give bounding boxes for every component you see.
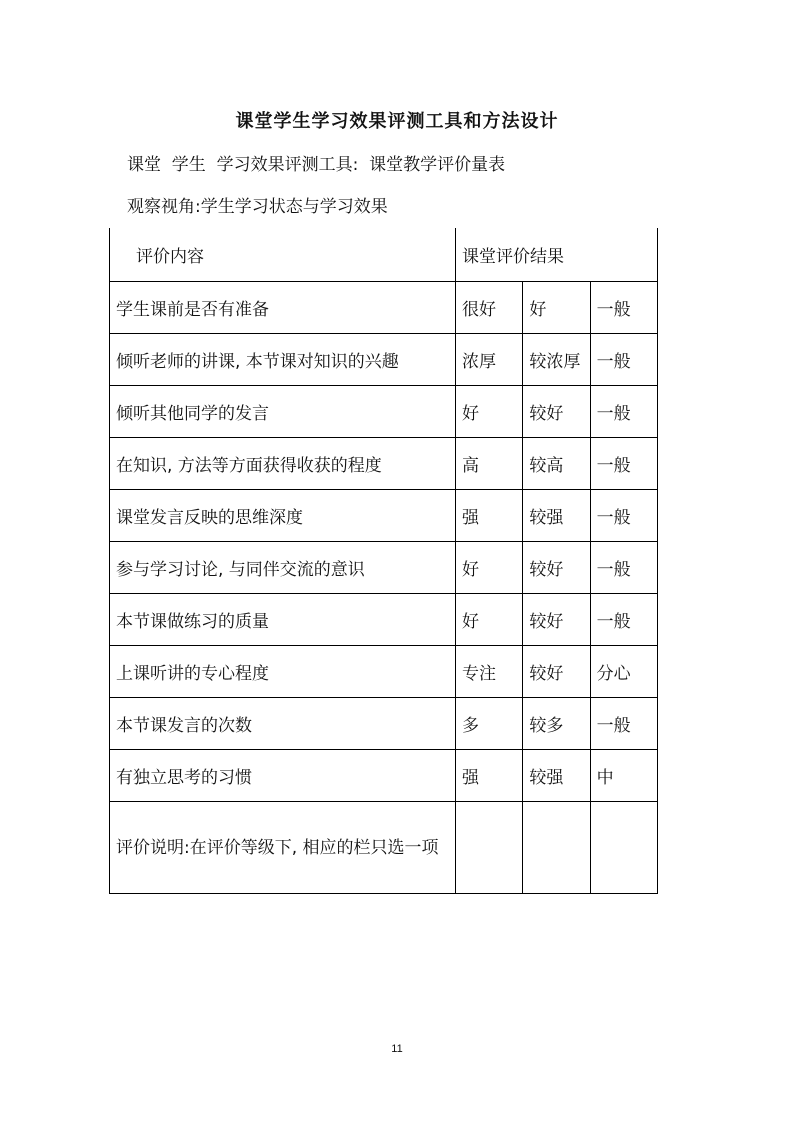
level-cell: 较强 <box>523 750 590 802</box>
table-row <box>110 698 658 750</box>
row-item: 本节课做练习的质量 <box>110 594 456 646</box>
level-cell: 一般 <box>590 490 657 542</box>
empty-cell <box>456 802 523 894</box>
level-cell: 强 <box>456 490 523 542</box>
perspective-line: 观察视角:学生学习状态与学习效果 <box>127 197 388 217</box>
intro-line: 课堂 学生 学习效果评测工具: 课堂教学评价量表 <box>127 155 506 175</box>
evaluation-note: 评价说明:在评价等级下, 相应的栏只选一项 <box>110 802 456 894</box>
row-item: 参与学习讨论, 与同伴交流的意识 <box>110 542 456 594</box>
level-cell: 较强 <box>523 490 590 542</box>
level-cell: 较好 <box>523 386 590 438</box>
level-cell: 一般 <box>590 438 657 490</box>
table-row <box>110 386 658 438</box>
row-item: 有独立思考的习惯 <box>110 750 456 802</box>
table-note-row <box>110 802 658 894</box>
level-cell: 好 <box>523 282 590 334</box>
level-cell: 很好 <box>456 282 523 334</box>
row-item: 在知识, 方法等方面获得收获的程度 <box>110 438 456 490</box>
level-cell: 浓厚 <box>456 334 523 386</box>
table-row <box>110 646 658 698</box>
document-title: 课堂学生学习效果评测工具和方法设计 <box>235 111 559 132</box>
row-item: 倾听其他同学的发言 <box>110 386 456 438</box>
level-cell: 多 <box>456 698 523 750</box>
level-cell: 较好 <box>523 646 590 698</box>
level-cell: 好 <box>456 542 523 594</box>
row-item: 上课听讲的专心程度 <box>110 646 456 698</box>
table-row <box>110 334 658 386</box>
table-row <box>110 750 658 802</box>
level-cell: 中 <box>590 750 657 802</box>
level-cell: 较高 <box>523 438 590 490</box>
evaluation-table <box>109 228 658 894</box>
level-cell: 一般 <box>590 542 657 594</box>
level-cell: 专注 <box>456 646 523 698</box>
level-cell: 高 <box>456 438 523 490</box>
row-item: 学生课前是否有准备 <box>110 282 456 334</box>
level-cell: 分心 <box>590 646 657 698</box>
header-result: 课堂评价结果 <box>456 228 658 282</box>
level-cell: 一般 <box>590 334 657 386</box>
level-cell: 好 <box>456 386 523 438</box>
row-item: 课堂发言反映的思维深度 <box>110 490 456 542</box>
empty-cell <box>590 802 657 894</box>
row-item: 本节课发言的次数 <box>110 698 456 750</box>
level-cell: 一般 <box>590 282 657 334</box>
level-cell: 一般 <box>590 698 657 750</box>
level-cell: 较好 <box>523 594 590 646</box>
table-row <box>110 490 658 542</box>
level-cell: 一般 <box>590 386 657 438</box>
empty-cell <box>523 802 590 894</box>
table-row <box>110 282 658 334</box>
table-row <box>110 542 658 594</box>
level-cell: 较好 <box>523 542 590 594</box>
level-cell: 较多 <box>523 698 590 750</box>
table-row <box>110 594 658 646</box>
page-number: 11 <box>391 1043 403 1055</box>
level-cell: 较浓厚 <box>523 334 590 386</box>
header-content: 评价内容 <box>110 228 456 282</box>
table-row <box>110 438 658 490</box>
level-cell: 一般 <box>590 594 657 646</box>
level-cell: 强 <box>456 750 523 802</box>
row-item: 倾听老师的讲课, 本节课对知识的兴趣 <box>110 334 456 386</box>
level-cell: 好 <box>456 594 523 646</box>
table-header-row <box>110 228 658 282</box>
